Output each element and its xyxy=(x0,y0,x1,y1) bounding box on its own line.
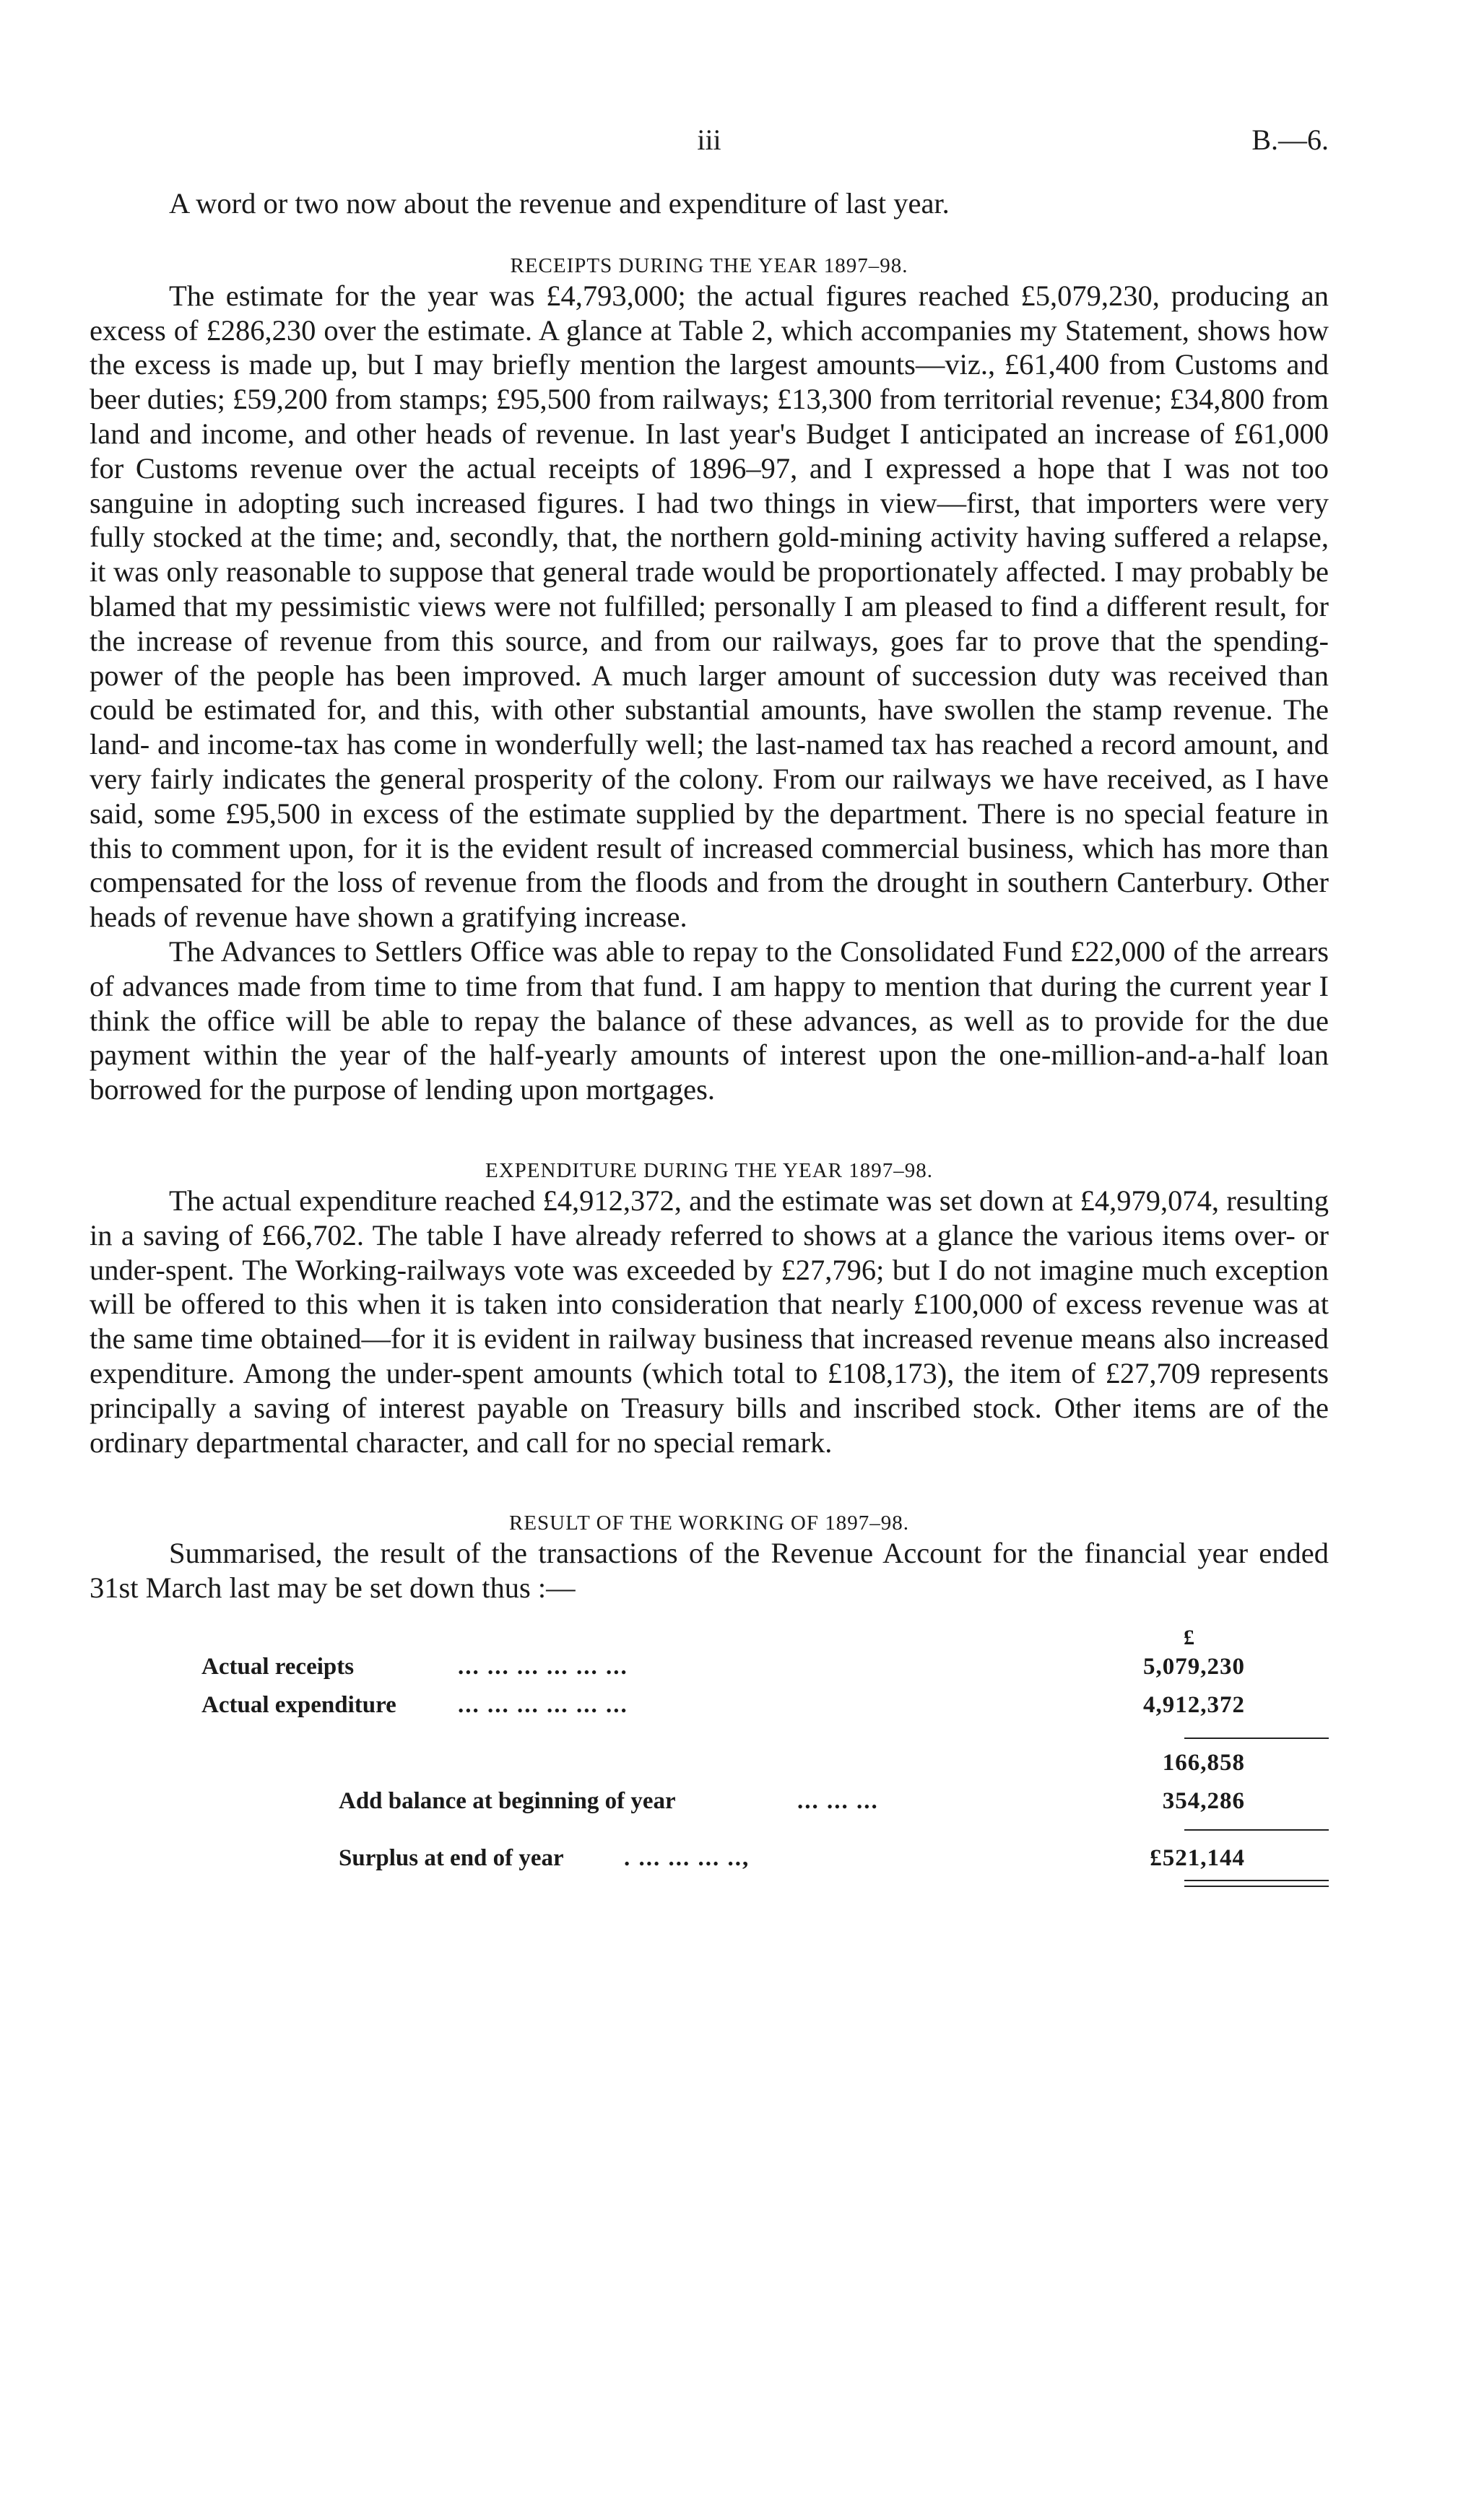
account-row-receipts xyxy=(90,1649,1245,1685)
result-paragraph: Summarised, the result of the transactions of the Revenue Account for the financial year ended 31st March last may be set down thus :— xyxy=(90,1537,1329,1605)
account-row-difference xyxy=(90,1745,1245,1781)
intro-paragraph: A word or two now about the revenue and expenditure of last year. xyxy=(169,187,950,220)
final-double-rule xyxy=(1184,1880,1329,1887)
account-label: Actual expenditure xyxy=(201,1691,396,1718)
result-heading: RESULT OF THE WORKING OF 1897–98. xyxy=(509,1511,909,1535)
subtotal-rule xyxy=(1184,1738,1329,1739)
account-row-balance xyxy=(90,1783,1245,1819)
receipts-paragraph-1: The estimate for the year was £4,793,000; the actual figures reached £5,079,230, producing an excess of £286,230 over the estimate. A glance at Table 2, which accompanies my Statement, shows how the excess is made up, but I may briefly mention the largest amounts—viz., £61,400 from Customs and beer duties; £59,200 from stamps; £95,500 from railways; £13,300 from territorial revenue; £34,800 from land and income, and other heads of revenue. In last year's Budget I anticipated an increase of £61,000 for Customs revenue over the actual receipts of 1896–97, and I expressed a hope that I was not too sanguine in adopting such increased figures. I had two things in view—first, that importers were very fully stocked at the time; and, secondly, that, the northern gold-mining activity having suffered a relapse, it was only reasonable to suppose that general trade would be proportionately affected. I may probably be blamed that my pessimistic views were not fulfilled; personally I am pleased to find a different result, for the increase of revenue from this source, and from our railways, goes far to prove that the spending-power of the people has been improved. A much larger amount of succession duty was received than could be estimated for, and this, with other substantial amounts, have swollen the stamp revenue. The land- and income-tax has come in wonderfully well; the last-named tax has reached a record amount, and very fairly indicates the general prosperity of the colony. From our railways we have received, as I have said, some £95,500 in excess of the estimate supplied by the department. There is no special feature in this to comment upon, for it is the evident result of increased commercial business, which has more than compensated for the loss of revenue from the floods and from the drought in southern Canterbury. Other heads of revenue have shown a gratifying increase. xyxy=(90,279,1329,934)
expenditure-heading: EXPENDITURE DURING THE YEAR 1897–98. xyxy=(485,1158,933,1182)
receipts-paragraph-2: The Advances to Settlers Office was able to repay to the Consolidated Fund £22,000 of the arrears of advances made from time to time from that fund. I am happy to mention that during the current year I think the office will be able to repay the balance of these advances, as well as to provide for the due payment within the year of the half-yearly amounts of interest upon the one-million-and-a-half loan borrowed for the purpose of lending upon mortgages. xyxy=(90,934,1329,1106)
leader-dots: ... ... ... ... ... ... xyxy=(458,1691,628,1718)
revenue-account-table xyxy=(90,1620,1329,1923)
account-value: 166,858 xyxy=(1162,1749,1245,1776)
account-value: 354,286 xyxy=(1162,1787,1245,1814)
page-header xyxy=(90,108,1329,166)
expenditure-paragraph: The actual expenditure reached £4,912,372, and the estimate was set down at £4,979,074, resulting in a saving of £66,702. The table I have already referred to shows at a glance the various items over- or under-spent. The Working-railways vote was exceeded by £27,796; but I do not imagine much exception will be offered to this when it is taken into consideration that nearly £100,000 of excess revenue was at the same time obtained—for it is evident in railway business that increased revenue means also increased expenditure. Among the under-spent amounts (which total to £108,173), the item of £27,709 represents principally a saving of interest payable on Treasury bills and inscribed stock. Other items are of the ordinary departmental character, and call for no special remark. xyxy=(90,1184,1329,1459)
account-value: 4,912,372 xyxy=(1143,1691,1245,1718)
account-value: 5,079,230 xyxy=(1143,1653,1245,1680)
account-row-surplus xyxy=(90,1840,1245,1876)
account-label: Surplus at end of year xyxy=(339,1844,564,1871)
account-value: £521,144 xyxy=(1150,1844,1245,1871)
page-number: iii xyxy=(697,123,721,156)
total-rule xyxy=(1184,1829,1329,1831)
leader-dots: ... ... ... ... ... ... xyxy=(458,1653,628,1680)
account-label: Add balance at beginning of year xyxy=(339,1787,676,1814)
account-label: Actual receipts xyxy=(201,1653,355,1680)
document-code: B.—6. xyxy=(1251,123,1329,156)
document-page xyxy=(90,108,1329,1923)
currency-symbol: £ xyxy=(1184,1625,1194,1649)
leader-dots: ... ... ... xyxy=(797,1787,879,1814)
receipts-heading: RECEIPTS DURING THE YEAR 1897–98. xyxy=(510,253,908,277)
leader-dots: . ... ... ... .., xyxy=(624,1844,750,1871)
account-row-expenditure xyxy=(90,1687,1245,1723)
